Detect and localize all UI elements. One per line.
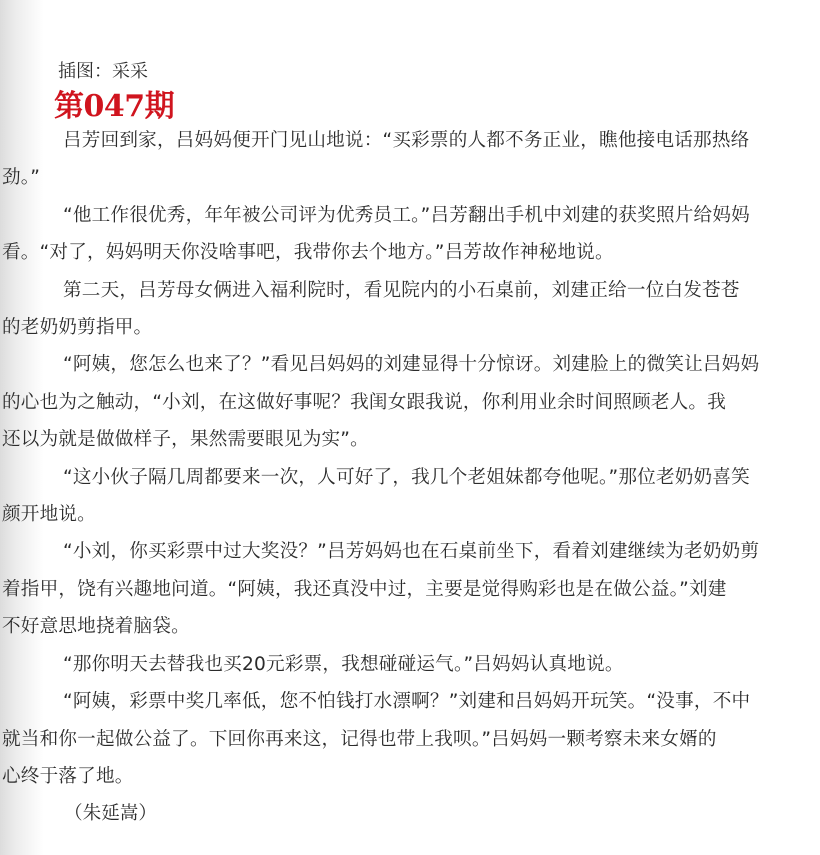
paragraph-line: 不好意思地挠着脑袋。 <box>2 616 190 638</box>
paragraph-line: 着指甲，饶有兴趣地问道。“阿姨，我还真没中过，主要是觉得购彩也是在做公益。”刘建 <box>2 578 727 600</box>
paragraph-line: 就当和你一起做公益了。下回你再来这，记得也带上我呗。”吕妈妈一颗考察未来女婿的 <box>2 728 717 750</box>
paragraph-line: 还以为就是做做样子，果然需要眼见为实”。 <box>2 429 369 451</box>
paragraph-line: 心终于落了地。 <box>2 765 134 787</box>
paragraph-line: “这小伙子隔几周都要来一次，人可好了，我几个老姐妹都夸他呢。”那位老奶奶喜笑 <box>63 466 750 488</box>
article-paragraph <box>2 272 803 347</box>
article-paragraph <box>2 122 803 197</box>
article <box>2 58 803 833</box>
article-body <box>2 122 803 795</box>
article-paragraph <box>2 533 803 645</box>
article-paragraph <box>2 683 803 795</box>
author-byline: （朱延嵩） <box>64 803 157 825</box>
paragraph-line: “他工作很优秀，年年被公司评为优秀员工。”吕芳翻出手机中刘建的获奖照片给妈妈 <box>63 204 750 226</box>
article-paragraph <box>2 197 803 272</box>
paragraph-line: 劲。” <box>2 167 41 189</box>
paragraph-line: “那你明天去替我也买20元彩票，我想碰碰运气。”吕妈妈认真地说。 <box>63 653 624 675</box>
paragraph-line: 的老奶奶剪指甲。 <box>2 317 153 339</box>
paragraph-line: 的心也为之触动，“小刘，在这做好事呢？我闺女跟我说，你利用业余时间照顾老人。我 <box>2 391 726 413</box>
paragraph-line: 吕芳回到家，吕妈妈便开门见山地说：“买彩票的人都不务正业，瞧他接电话那热络 <box>63 130 750 151</box>
article-paragraph <box>58 646 803 683</box>
article-paragraph <box>2 346 803 458</box>
paragraph-line: 看。“对了，妈妈明天你没啥事吧，我带你去个地方。”吕芳故作神秘地说。 <box>2 242 614 264</box>
issue-number: 第047期 <box>54 89 175 124</box>
paragraph-line: “小刘，你买彩票中过大奖没？”吕芳妈妈也在石桌前坐下，看着刘建继续为老奶奶剪 <box>63 541 760 563</box>
article-paragraph <box>2 459 803 534</box>
paragraph-line: 第二天，吕芳母女俩进入福利院时，看见院内的小石桌前，刘建正给一位白发苍苍 <box>63 279 740 301</box>
paragraph-line: “阿姨，您怎么也来了？”看见吕妈妈的刘建显得十分惊讶。刘建脸上的微笑让吕妈妈 <box>63 354 760 376</box>
paragraph-line: “阿姨，彩票中奖几率低，您不怕钱打水漂啊？”刘建和吕妈妈开玩笑。“没事，不中 <box>63 691 751 713</box>
paragraph-line: 颜开地说。 <box>2 504 96 526</box>
illustration-credit: 插图：采采 <box>58 61 148 82</box>
